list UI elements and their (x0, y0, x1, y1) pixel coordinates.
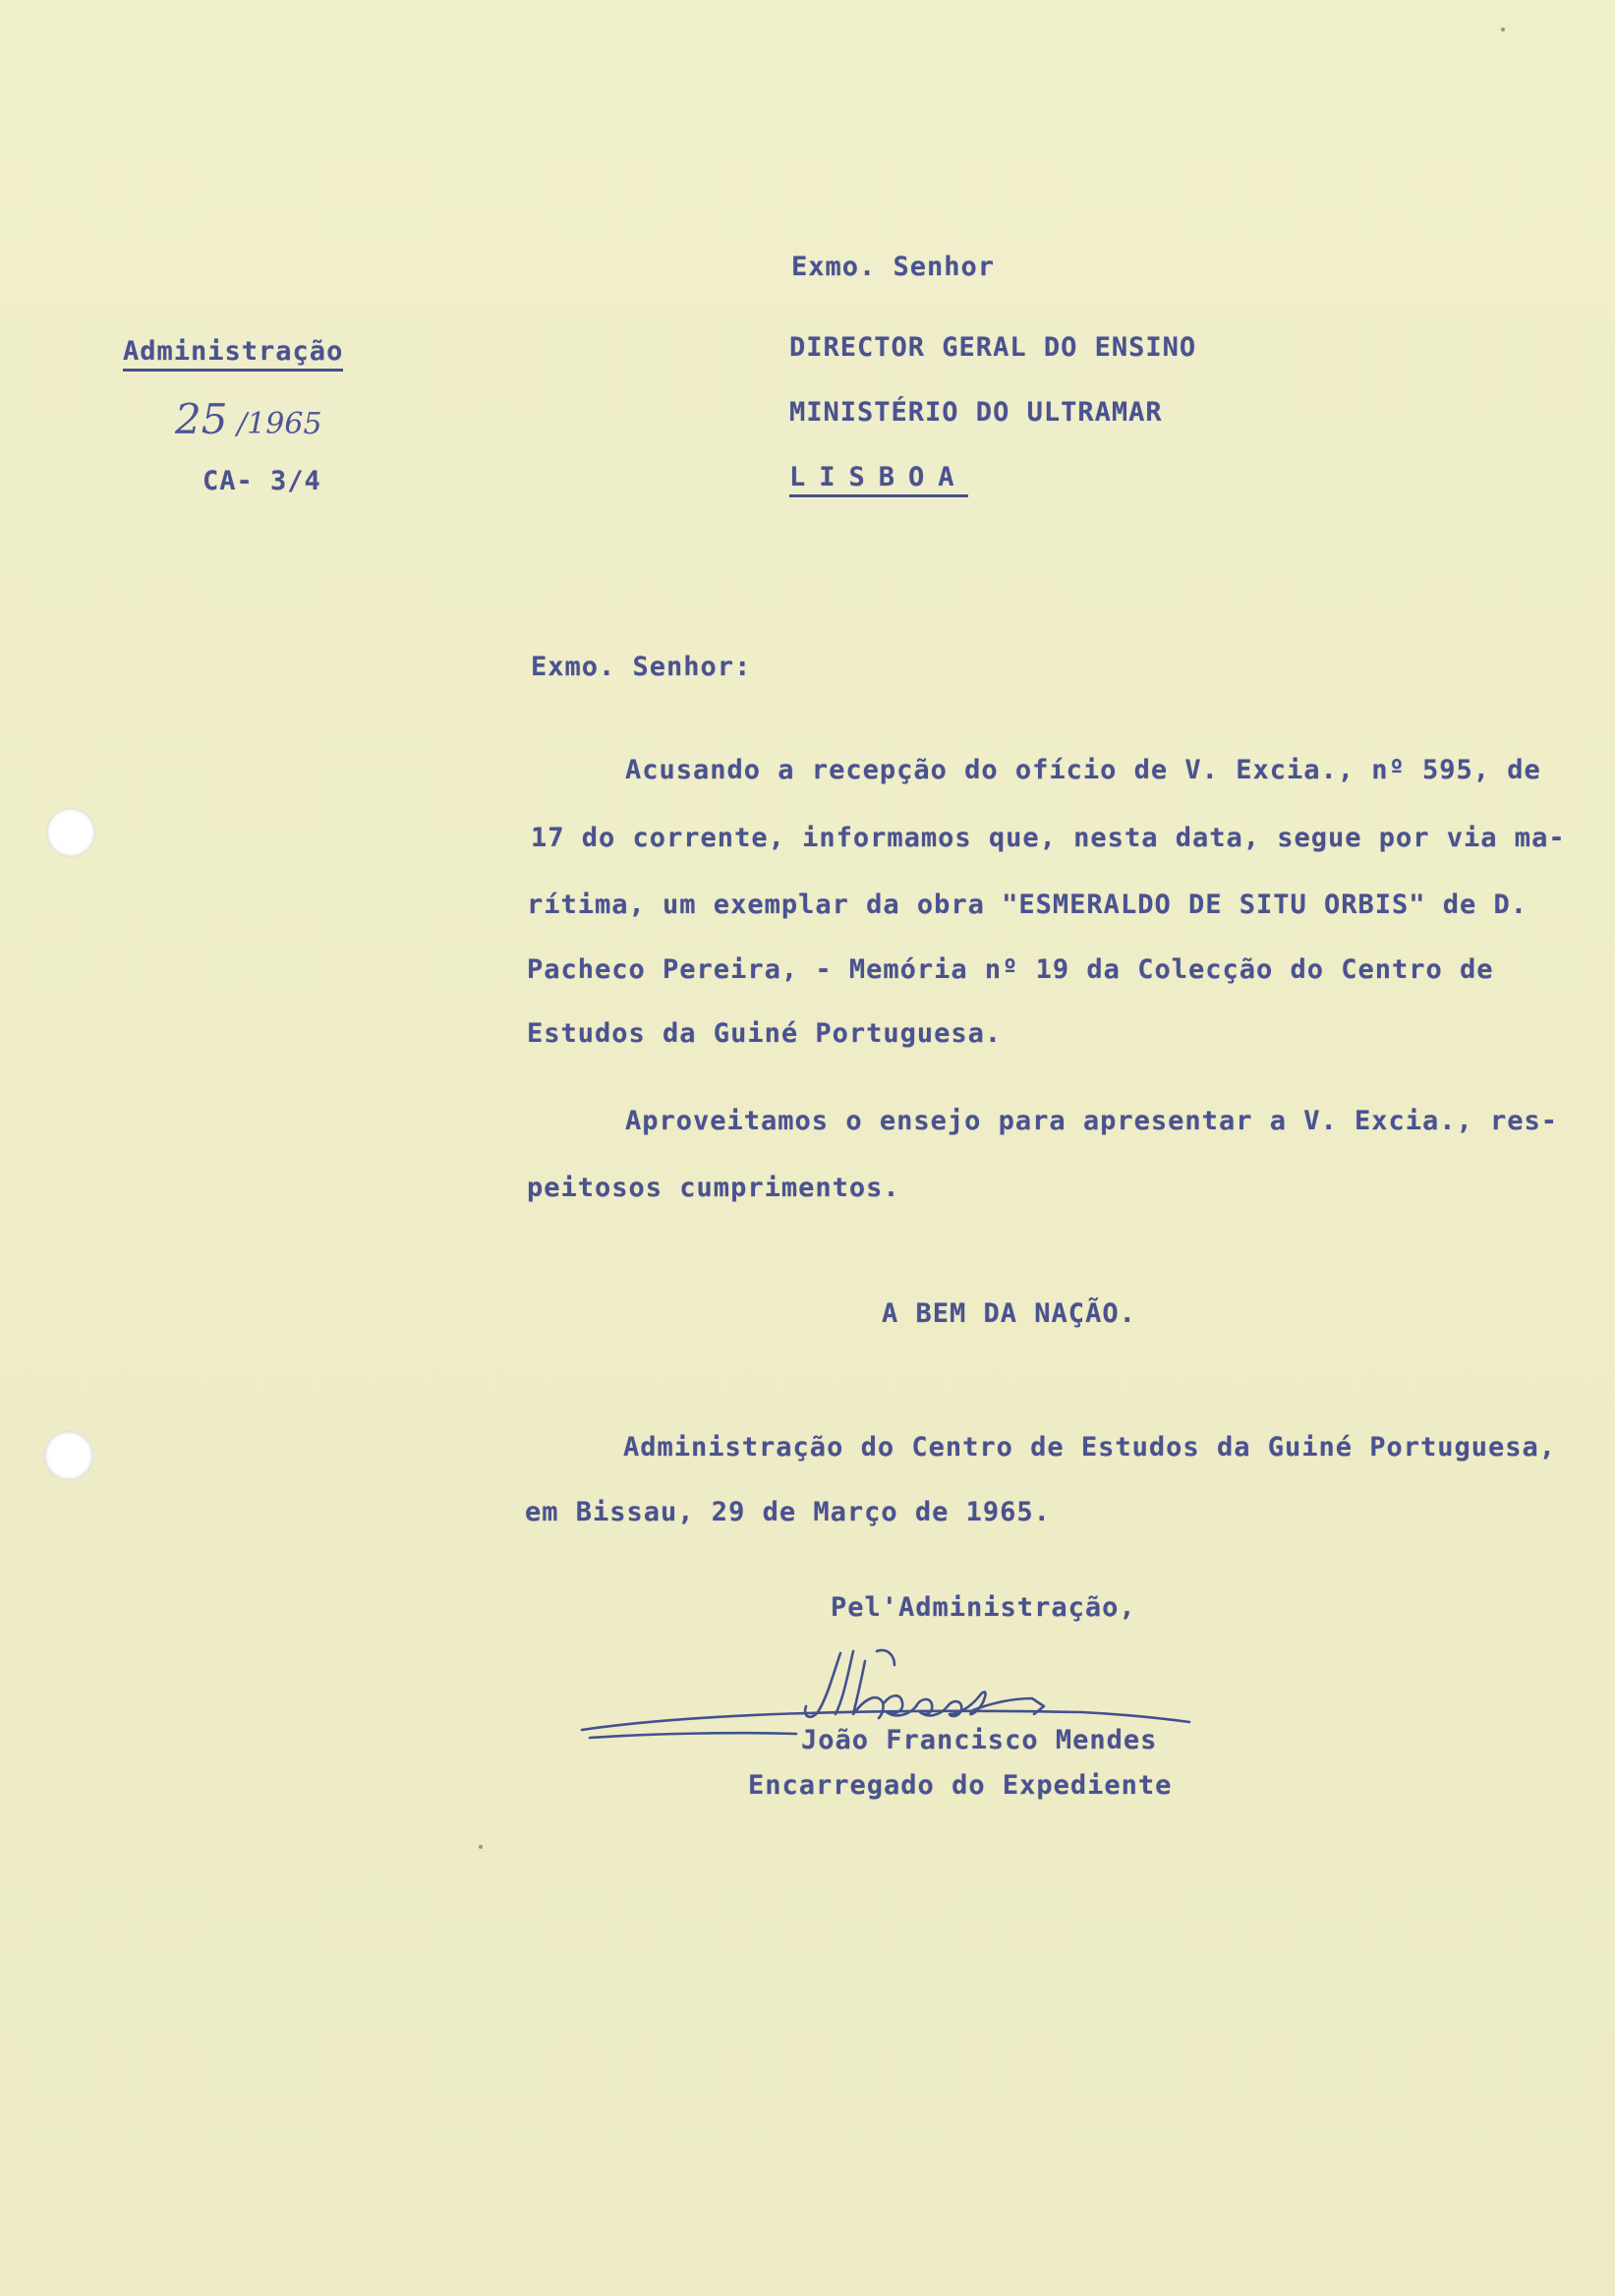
reference-department: Administração (123, 336, 343, 372)
addressee-city: LISBOA (789, 462, 968, 497)
para1-line: Pacheco Pereira, - Memória nº 19 da Colecção do Centro de (527, 954, 1494, 985)
signatory-title: Encarregado do Expediente (748, 1770, 1173, 1801)
addressee-line-2: MINISTÉRIO DO ULTRAMAR (789, 397, 1163, 428)
closing-line: Administração do Centro de Estudos da Guiné Portuguesa, (623, 1432, 1557, 1463)
closing-motto: A BEM DA NAÇÃO. (882, 1298, 1136, 1329)
paper-speck (479, 1845, 483, 1849)
addressee-salutation: Exmo. Senhor (791, 252, 996, 282)
handwritten-number: 25 (175, 395, 228, 443)
paper-speck (1501, 28, 1505, 31)
signature-for-line: Pel'Administração, (831, 1592, 1136, 1623)
punch-hole-top (46, 808, 95, 857)
addressee-line-1: DIRECTOR GERAL DO ENSINO (789, 332, 1197, 363)
punch-hole-bottom (44, 1431, 93, 1480)
reference-year: /1965 (237, 407, 322, 441)
para1-line: Acusando a recepção do ofício de V. Excia., nº 595, de (625, 755, 1541, 785)
closing-line: em Bissau, 29 de Março de 1965. (525, 1497, 1051, 1527)
letter-greeting: Exmo. Senhor: (531, 652, 752, 682)
para1-line: 17 do corrente, informamos que, nesta data, segue por via ma- (531, 823, 1566, 853)
para2-line: peitosos cumprimentos. (527, 1173, 900, 1203)
para2-line: Aproveitamos o ensejo para apresentar a V. Excia., res- (625, 1106, 1559, 1136)
reference-number (175, 395, 322, 443)
handwritten-signature (570, 1612, 1199, 1740)
reference-code: CA- 3/4 (202, 466, 321, 496)
signatory-name: João Francisco Mendes (801, 1725, 1158, 1755)
para1-line: rítima, um exemplar da obra "ESMERALDO DE SITU ORBIS" de D. (527, 890, 1528, 920)
para1-line: Estudos da Guiné Portuguesa. (527, 1018, 1003, 1049)
